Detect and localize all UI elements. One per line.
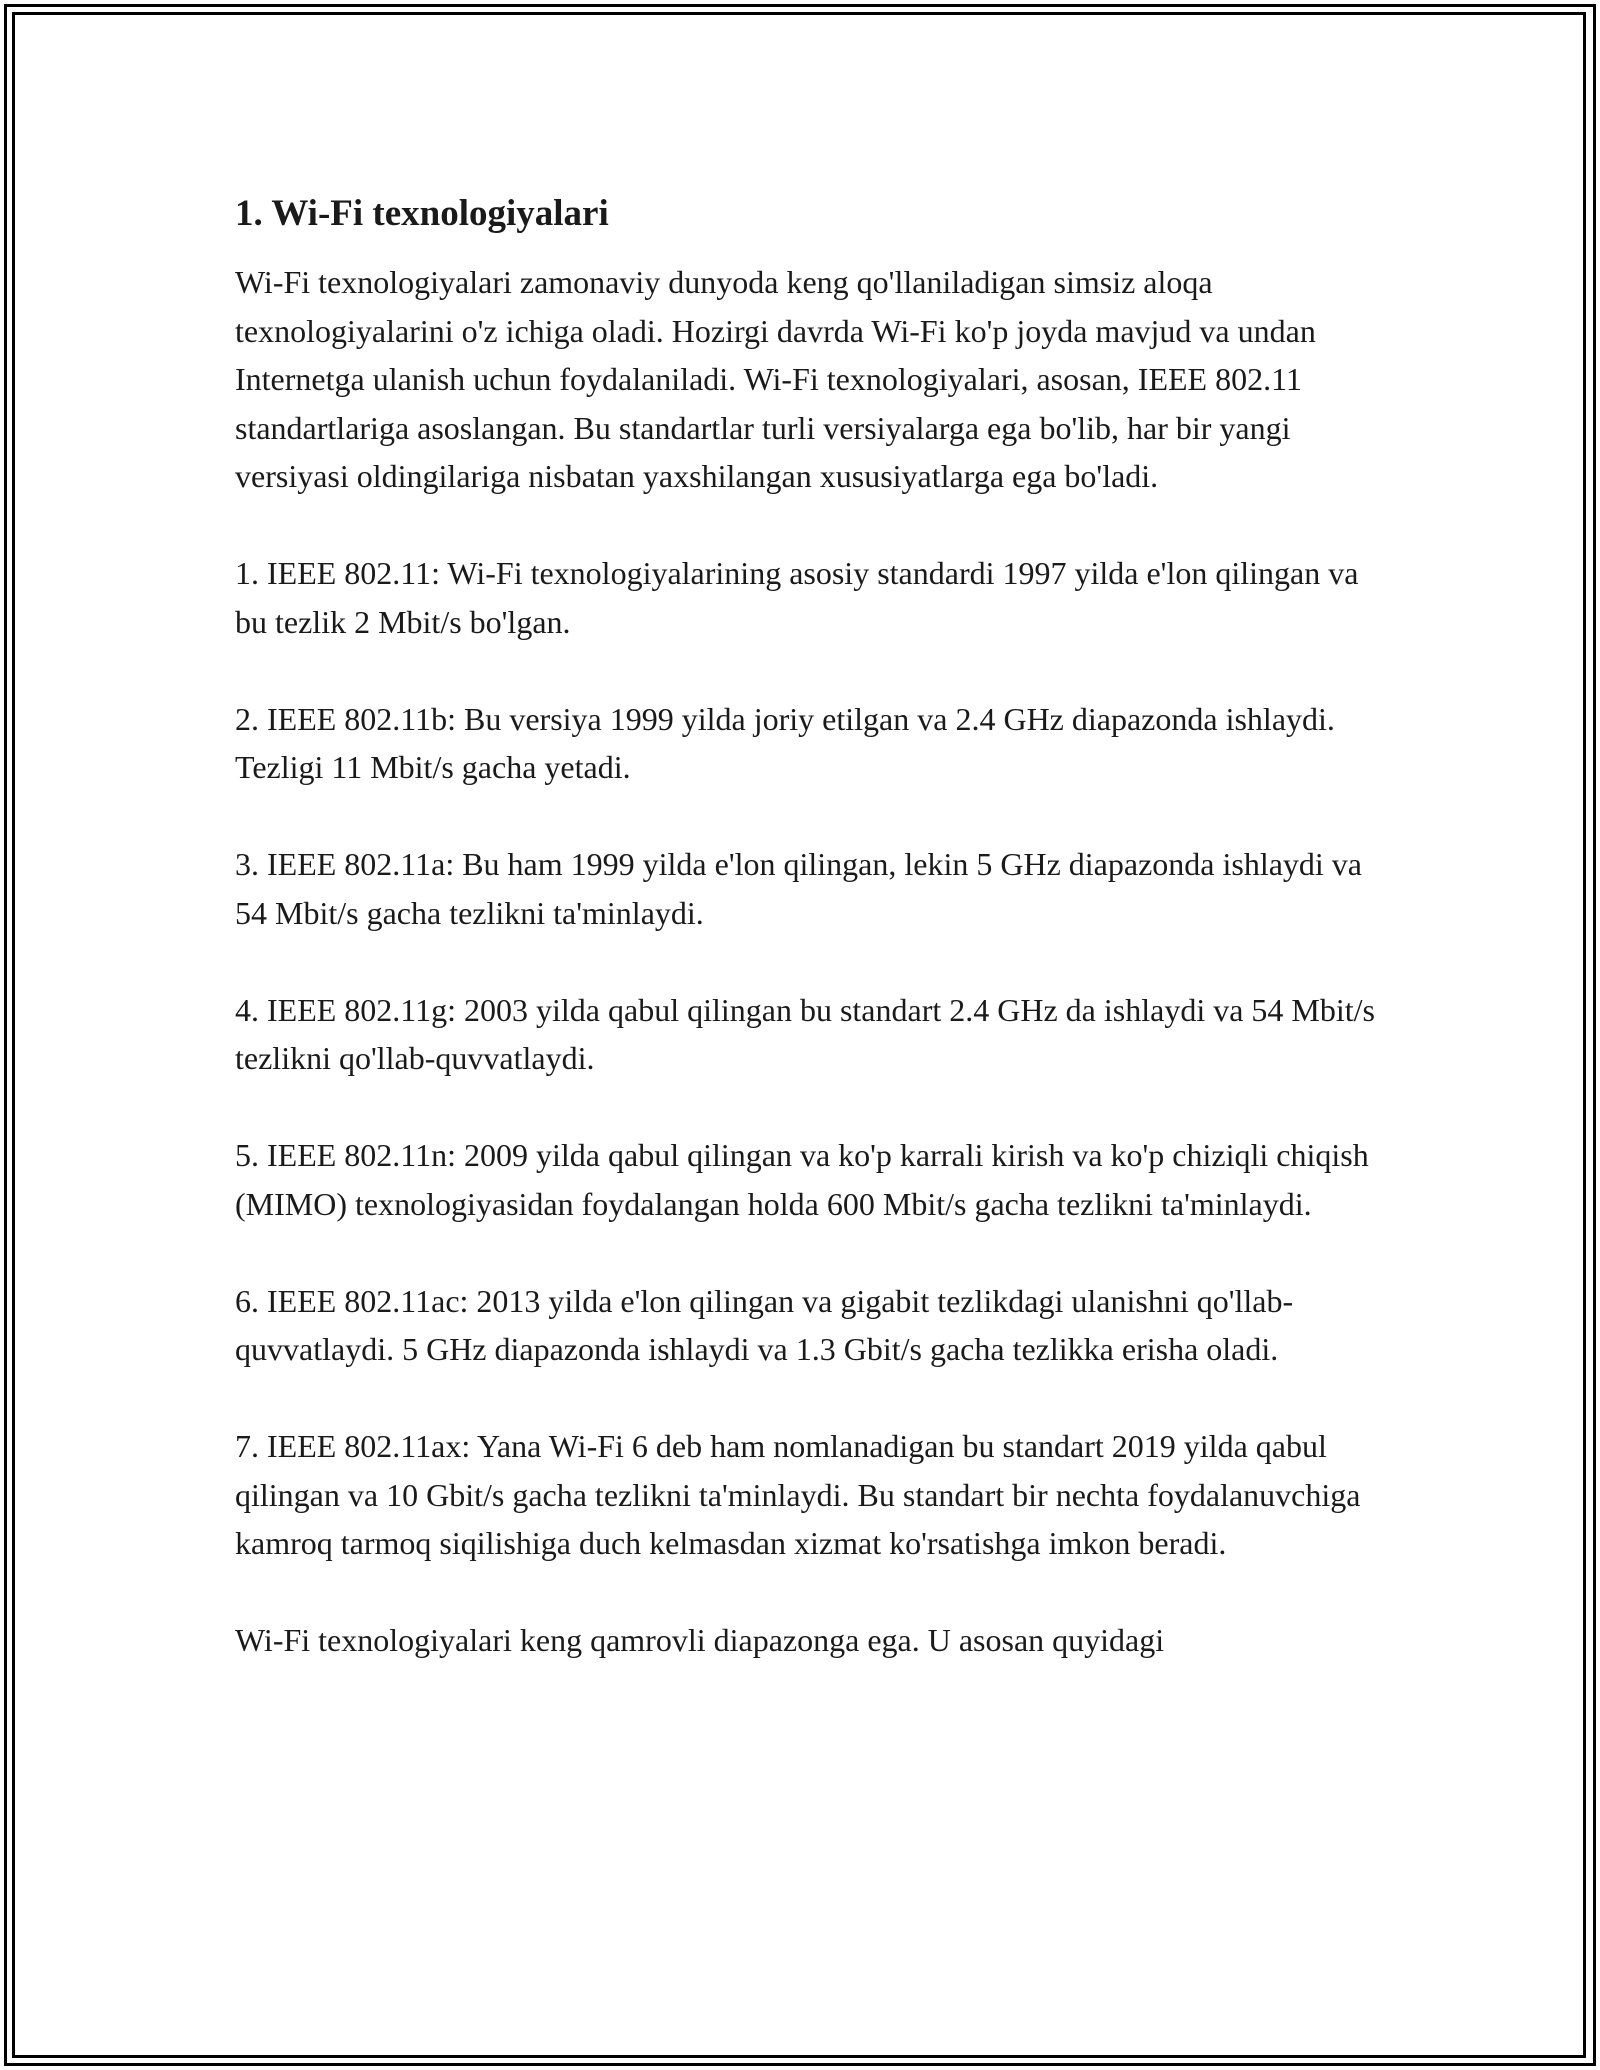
list-item-802-11ac: 6. IEEE 802.11ac: 2013 yilda e'lon qilingan va gigabit tezlikdagi ulanishni qo'llab-quvvatlaydi. 5 GHz diapazonda ishlaydi va 1.3 Gbit/s gacha tezlikka erisha oladi. [235,1282,1294,1367]
list-item-802-11a: 3. IEEE 802.11a: Bu ham 1999 yilda e'lon qilingan, lekin 5 GHz diapazonda ishlaydi va 54 Mbit/s gacha tezlikni ta'minlaydi. [235,846,1362,931]
list-item-802-11b: 2. IEEE 802.11b: Bu versiya 1999 yilda joriy etilgan va 2.4 GHz diapazonda ishlaydi. Tezligi 11 Mbit/s gacha yetadi. [235,700,1335,785]
list-item-802-11n: 5. IEEE 802.11n: 2009 yilda qabul qilingan va ko'p karrali kirish va ko'p chiziqli chiqish (MIMO) texnologiyasidan foydalangan holda 600 Mbit/s gacha tezlikni ta'minlaydi. [235,1137,1369,1222]
list-item-802-11ax: 7. IEEE 802.11ax: Yana Wi-Fi 6 deb ham nomlanadigan bu standart 2019 yilda qabul qilingan va 10 Gbit/s gacha tezlikni ta'minlaydi. Bu standart bir nechta foydalanuvchiga kamroq tarmoq siqilishiga duch kelmasdan xizmat ko'rsatishga imkon beradi. [235,1428,1361,1561]
list-item-802-11g: 4. IEEE 802.11g: 2003 yilda qabul qilingan bu standart 2.4 GHz da ishlaydi va 54 Mbit/s tezlikni qo'llab-quvvatlaydi. [235,991,1375,1076]
intro-paragraph: Wi-Fi texnologiyalari zamonaviy dunyoda keng qo'llaniladigan simsiz aloqa texnologiyalarini o'z ichiga oladi. Hozirgi davrda Wi-Fi ko'p joyda mavjud va undan Internetga ulanish uchun foydalaniladi. Wi-Fi texnologiyalari, asosan, IEEE 802.11 standartlariga asoslangan. Bu standartlar turli versiyalarga ega bo'lib, har bir yangi versiyasi oldingilariga nisbatan yaxshilangan xususiyatlarga ega bo'ladi. [235,264,1316,494]
closing-paragraph: Wi-Fi texnologiyalari keng qamrovli diapazonga ega. U asosan quyidagi [235,1622,1165,1658]
list-item-802-11: 1. IEEE 802.11: Wi-Fi texnologiyalarining asosiy standardi 1997 yilda e'lon qilingan va bu tezlik 2 Mbit/s bo'lgan. [235,555,1359,640]
document-body [235,188,1375,1713]
section-heading: 1. Wi-Fi texnologiyalari [235,193,609,234]
